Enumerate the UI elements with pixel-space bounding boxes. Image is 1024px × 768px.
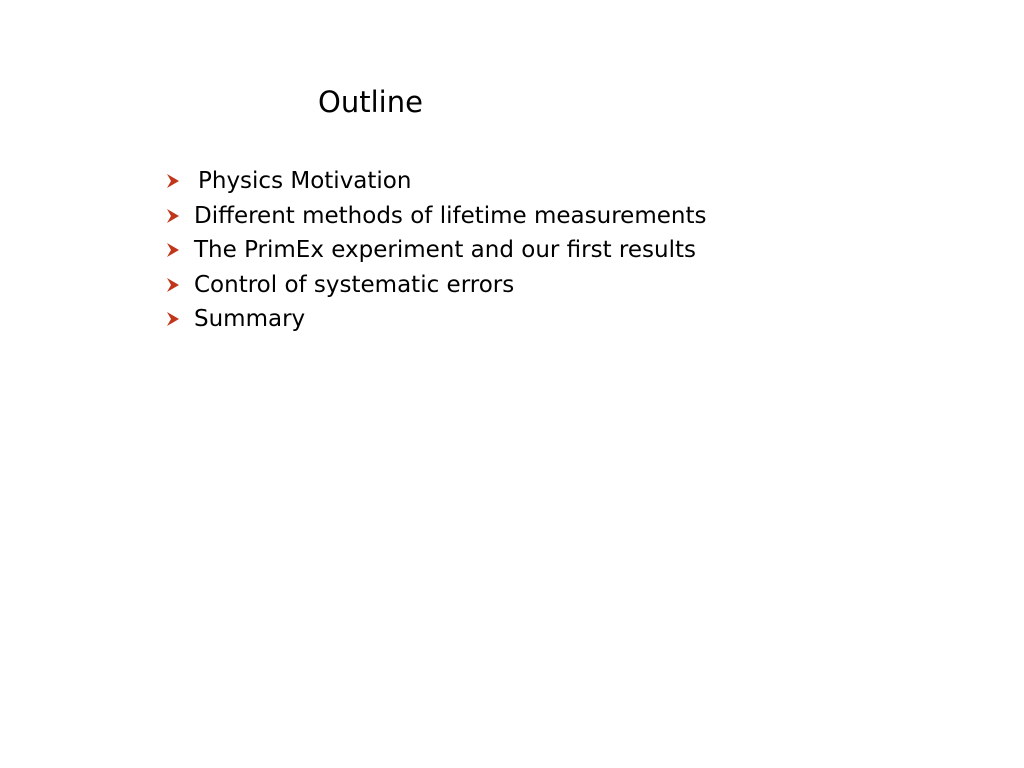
outline-item-lifetime-methods bbox=[166, 199, 706, 234]
outline-item-primex-experiment bbox=[166, 233, 706, 268]
outline-list bbox=[166, 164, 706, 337]
outline-item-summary bbox=[166, 302, 706, 337]
arrowhead-bullet-icon bbox=[166, 311, 180, 327]
outline-item-label: The PrimEx experiment and our first results bbox=[194, 237, 696, 264]
outline-item-label: Different methods of lifetime measurements bbox=[194, 202, 707, 229]
outline-item-label: Control of systematic errors bbox=[194, 271, 515, 298]
outline-item-label: Physics Motivation bbox=[198, 168, 412, 195]
arrowhead-bullet-icon bbox=[166, 208, 180, 224]
slide-title: Outline bbox=[318, 85, 423, 119]
arrowhead-bullet-icon bbox=[166, 277, 180, 293]
outline-item-physics-motivation bbox=[166, 164, 706, 199]
arrowhead-bullet-icon bbox=[166, 173, 180, 189]
arrowhead-bullet-icon bbox=[166, 242, 180, 258]
outline-item-label: Summary bbox=[194, 306, 306, 333]
outline-item-systematic-errors bbox=[166, 268, 706, 303]
